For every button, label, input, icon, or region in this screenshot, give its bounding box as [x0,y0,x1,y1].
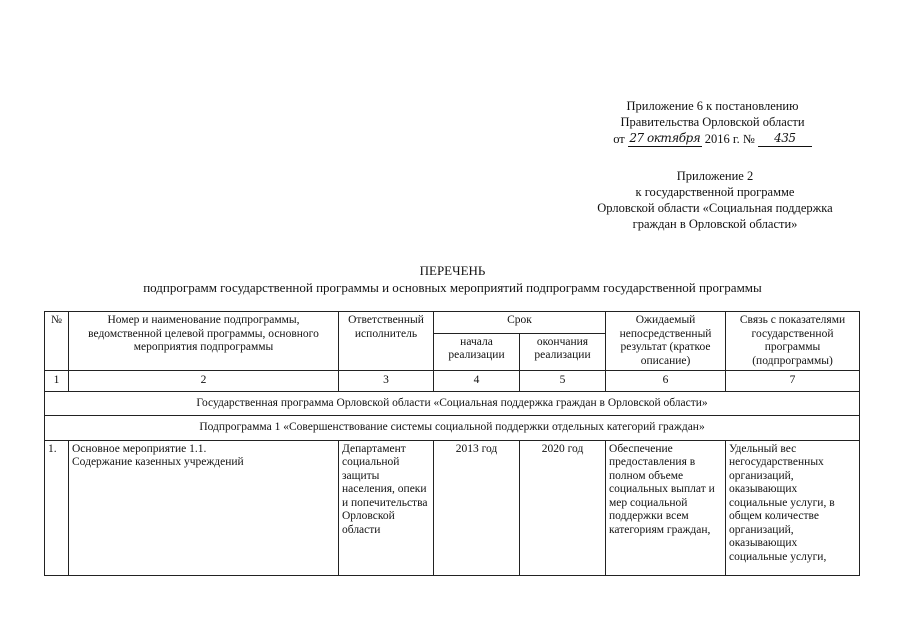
appendix-2-line3: Орловской области «Социальная поддержка [597,201,833,215]
handwritten-number: 435 [758,130,812,147]
column-numbers-row [45,371,860,392]
header-start: начала реализации [434,333,520,370]
year-text: 2016 г. № [704,132,755,146]
appendix-6-dateline [613,130,812,147]
appendix-2-block [565,168,865,232]
appendix-2-line1: Приложение 2 [676,169,754,183]
row-start: 2013 год [434,440,520,575]
row-result: Обеспечение предоставления в полном объеме социальных выплат и мер социальной поддержки всем категориям граждан, [606,440,726,575]
header-row-1 [45,312,860,334]
appendix-6-line1: Приложение 6 к постановлению [626,99,799,113]
row-name-line2: Содержание казенных учреждений [72,456,244,468]
handwritten-date: 27 октября [629,131,701,145]
header-executor: Ответственный исполнитель [339,312,434,371]
row-executor: Департамент социальной защиты населения, опеки и попечительства Орловской области [339,440,434,575]
header-end: окончания реализации [520,333,606,370]
col-number: 3 [339,371,434,392]
date-prefix: от [613,132,625,146]
programs-table [44,311,860,576]
header-num: № [45,312,69,371]
header-result: Ожидаемый непосредственный результат (краткое описание) [606,312,726,371]
title-subheading: подпрограмм государственной программы и основных мероприятий подпрограмм государственной программы [143,280,762,295]
row-num: 1. [45,440,69,575]
appendix-2-line2: к государственной программе [635,185,795,199]
row-name [69,440,339,575]
row-end: 2020 год [520,440,606,575]
row-link: Удельный вес негосударственных организаций, оказывающих социальные услуги, в общем количестве организаций, оказывающих социальные услуги, [726,440,860,575]
program-row [45,391,860,416]
header-term: Срок [434,312,606,334]
col-number: 4 [434,371,520,392]
appendix-6-line2: Правительства Орловской области [620,115,805,129]
document-title [0,262,905,296]
table-row [45,440,860,575]
row-name-line1: Основное мероприятие 1.1. [72,442,207,455]
header-name: Номер и наименование подпрограммы, ведомственной целевой программы, основного мероприятия подпрограммы [69,312,339,371]
col-number: 6 [606,371,726,392]
appendix-2-line4: граждан в Орловской области» [632,217,798,231]
col-number: 2 [69,371,339,392]
col-number: 5 [520,371,606,392]
col-number: 1 [45,371,69,392]
title-heading: ПЕРЕЧЕНЬ [419,263,486,278]
appendix-6-block [570,98,855,147]
subprogram-title: Подпрограмма 1 «Совершенствование системы социальной поддержки отдельных категорий граждан» [45,416,860,441]
col-number: 7 [726,371,860,392]
program-title: Государственная программа Орловской области «Социальная поддержка граждан в Орловской области» [45,391,860,416]
header-link: Связь с показателями государственной программы (подпрограммы) [726,312,860,371]
subprogram-row [45,416,860,441]
